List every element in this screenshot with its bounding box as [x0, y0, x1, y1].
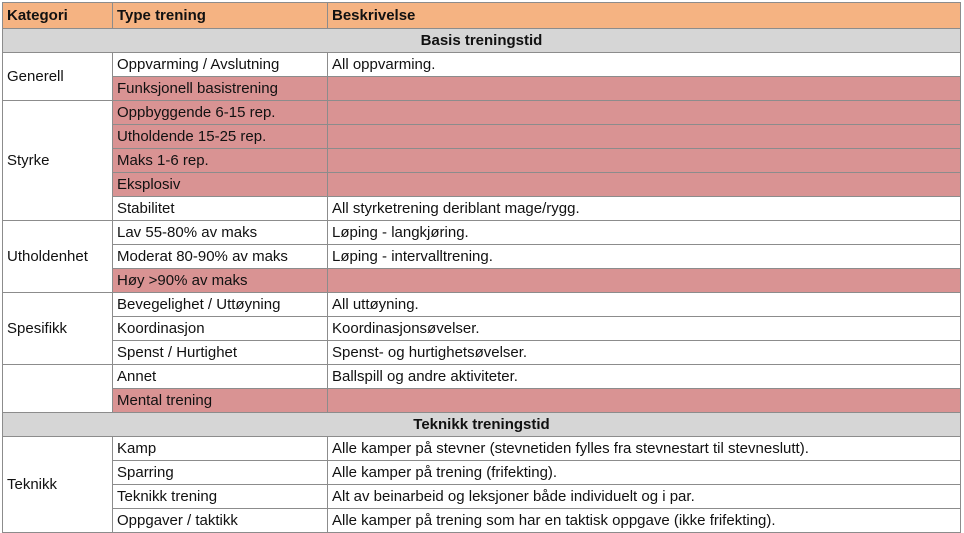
type-cell: Lav 55-80% av maks — [113, 221, 328, 245]
type-cell: Sparring — [113, 461, 328, 485]
type-cell: Oppgaver / taktikk — [113, 509, 328, 533]
table-row — [3, 437, 961, 461]
description-cell: Løping - langkjøring. — [328, 221, 961, 245]
category-cell: Teknikk — [3, 437, 113, 533]
type-cell: Mental trening — [113, 389, 328, 413]
description-cell: Ballspill og andre aktiviteter. — [328, 365, 961, 389]
table-row — [3, 509, 961, 533]
type-cell: Maks 1-6 rep. — [113, 149, 328, 173]
description-cell: Alle kamper på stevner (stevnetiden fylles fra stevnestart til stevneslutt). — [328, 437, 961, 461]
table-row — [3, 341, 961, 365]
type-cell: Oppvarming / Avslutning — [113, 53, 328, 77]
description-cell: Alle kamper på trening som har en taktisk oppgave (ikke frifekting). — [328, 509, 961, 533]
description-cell: Koordinasjonsøvelser. — [328, 317, 961, 341]
table-row — [3, 461, 961, 485]
description-cell — [328, 269, 961, 293]
section-header-row — [3, 29, 961, 53]
table-row — [3, 245, 961, 269]
header-beskrivelse: Beskrivelse — [328, 3, 961, 29]
description-cell: Alt av beinarbeid og leksjoner både individuelt og i par. — [328, 485, 961, 509]
category-cell: Spesifikk — [3, 293, 113, 365]
table-row — [3, 53, 961, 77]
table-row — [3, 317, 961, 341]
section-title: Basis treningstid — [3, 29, 961, 53]
table-row — [3, 101, 961, 125]
table-row — [3, 293, 961, 317]
description-cell — [328, 389, 961, 413]
type-cell: Høy >90% av maks — [113, 269, 328, 293]
table-body — [3, 29, 961, 533]
table-row — [3, 149, 961, 173]
table-row — [3, 365, 961, 389]
table-row — [3, 221, 961, 245]
type-cell: Funksjonell basistrening — [113, 77, 328, 101]
table-row — [3, 389, 961, 413]
type-cell: Oppbyggende 6-15 rep. — [113, 101, 328, 125]
header-type-trening: Type trening — [113, 3, 328, 29]
type-cell: Bevegelighet / Uttøyning — [113, 293, 328, 317]
type-cell: Eksplosiv — [113, 173, 328, 197]
table-row — [3, 197, 961, 221]
type-cell: Utholdende 15-25 rep. — [113, 125, 328, 149]
description-cell: All uttøyning. — [328, 293, 961, 317]
description-cell: All styrketrening deriblant mage/rygg. — [328, 197, 961, 221]
category-cell — [3, 365, 113, 413]
type-cell: Spenst / Hurtighet — [113, 341, 328, 365]
training-table — [2, 2, 961, 533]
type-cell: Koordinasjon — [113, 317, 328, 341]
description-cell: Spenst- og hurtighetsøvelser. — [328, 341, 961, 365]
type-cell: Stabilitet — [113, 197, 328, 221]
description-cell — [328, 125, 961, 149]
description-cell — [328, 77, 961, 101]
description-cell: Alle kamper på trening (frifekting). — [328, 461, 961, 485]
table-row — [3, 269, 961, 293]
type-cell: Annet — [113, 365, 328, 389]
table-row — [3, 77, 961, 101]
category-cell: Utholdenhet — [3, 221, 113, 293]
table-row — [3, 173, 961, 197]
description-cell — [328, 101, 961, 125]
description-cell: All oppvarming. — [328, 53, 961, 77]
category-cell: Styrke — [3, 101, 113, 221]
header-kategori: Kategori — [3, 3, 113, 29]
description-cell — [328, 149, 961, 173]
type-cell: Kamp — [113, 437, 328, 461]
description-cell: Løping - intervalltrening. — [328, 245, 961, 269]
table-row — [3, 125, 961, 149]
section-title: Teknikk treningstid — [3, 413, 961, 437]
type-cell: Teknikk trening — [113, 485, 328, 509]
header-row — [3, 3, 961, 29]
table-row — [3, 485, 961, 509]
category-cell: Generell — [3, 53, 113, 101]
description-cell — [328, 173, 961, 197]
section-header-row — [3, 413, 961, 437]
type-cell: Moderat 80-90% av maks — [113, 245, 328, 269]
